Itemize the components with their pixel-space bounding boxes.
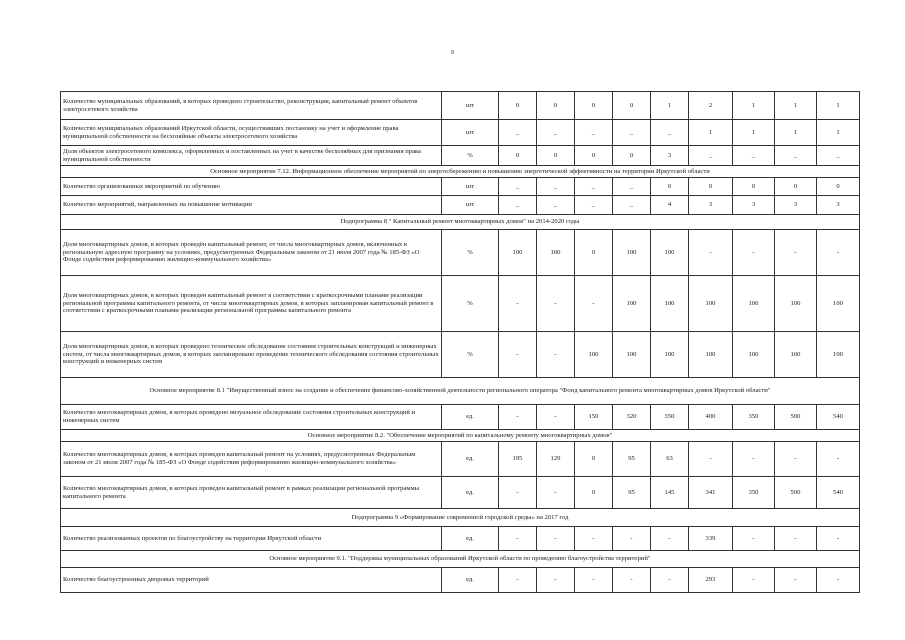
value-cell: 3: [651, 146, 689, 166]
value-cell: -: [575, 276, 613, 332]
value-cell: 1: [689, 120, 733, 146]
value-cell: -: [499, 276, 537, 332]
value-cell: _: [499, 178, 537, 196]
value-cell: _: [575, 196, 613, 215]
unit-cell: шт: [442, 178, 499, 196]
unit-cell: шт: [442, 120, 499, 146]
value-cell: 350: [651, 405, 689, 430]
table-row: [61, 405, 860, 430]
value-cell: _: [537, 120, 575, 146]
value-cell: 1: [733, 92, 775, 120]
indicator-name: Количество многоквартирных домов, в которых проведен капитальный ремонт на условиях, предусмотренных Федеральным законом от 21 июля 2007 года № 185-ФЗ «О Фонде содействия реформированию жилищно-коммунального хозяйства»: [61, 442, 442, 477]
value-cell: 540: [817, 405, 860, 430]
value-cell: 0: [499, 92, 537, 120]
table-row: [61, 120, 860, 146]
value-cell: _: [537, 196, 575, 215]
indicator-name: Количество мероприятий, направленных на повышение мотивации: [61, 196, 442, 215]
value-cell: -: [499, 568, 537, 593]
value-cell: 0: [613, 92, 651, 120]
value-cell: 500: [775, 405, 817, 430]
table-row: [61, 196, 860, 215]
value-cell: 100: [651, 230, 689, 276]
value-cell: 63: [651, 442, 689, 477]
value-cell: 1: [817, 120, 860, 146]
value-cell: 129: [537, 442, 575, 477]
value-cell: 0: [575, 442, 613, 477]
value-cell: -: [537, 477, 575, 509]
value-cell: 100: [817, 276, 860, 332]
table-row: [61, 527, 860, 551]
indicator-name: Доля многоквартирных домов, в которых проведено техническое обследование состояния строительных конструкций и инженерных систем, от числа многоквартирных домов, в которых запланировано проведение технического обследования состояния строительных конструкций и инженерных систем: [61, 332, 442, 378]
value-cell: 540: [817, 477, 860, 509]
value-cell: 100: [613, 276, 651, 332]
value-cell: 95: [613, 442, 651, 477]
unit-cell: ед.: [442, 477, 499, 509]
value-cell: 320: [613, 405, 651, 430]
value-cell: 100: [537, 230, 575, 276]
value-cell: _: [613, 196, 651, 215]
section-row: [61, 509, 860, 527]
value-cell: -: [817, 527, 860, 551]
value-cell: 3: [817, 196, 860, 215]
value-cell: _: [733, 146, 775, 166]
unit-cell: %: [442, 146, 499, 166]
table-row: [61, 477, 860, 509]
value-cell: 100: [689, 332, 733, 378]
value-cell: 3: [733, 196, 775, 215]
value-cell: 100: [733, 332, 775, 378]
value-cell: -: [537, 568, 575, 593]
section-row: [61, 215, 860, 230]
page-number: 9: [451, 50, 454, 56]
value-cell: -: [537, 405, 575, 430]
value-cell: 100: [689, 276, 733, 332]
value-cell: 3: [775, 196, 817, 215]
value-cell: -: [733, 527, 775, 551]
unit-cell: %: [442, 230, 499, 276]
value-cell: -: [817, 442, 860, 477]
value-cell: 400: [689, 405, 733, 430]
value-cell: 0: [575, 477, 613, 509]
value-cell: 100: [651, 332, 689, 378]
indicator-name: Количество многоквартирных домов, в которых проведен капитальный ремонт в рамках реализации региональной программы капитального ремонта: [61, 477, 442, 509]
unit-cell: ед.: [442, 405, 499, 430]
table-row: [61, 332, 860, 378]
value-cell: 1: [775, 92, 817, 120]
indicator-name: Количество благоустроенных дворовых территорий: [61, 568, 442, 593]
value-cell: 2: [689, 92, 733, 120]
value-cell: -: [499, 405, 537, 430]
section-title: Подпрограмма 8 " Капитальный ремонт многоквартирных домов" на 2014-2020 годы: [61, 215, 860, 230]
value-cell: 1: [817, 92, 860, 120]
value-cell: 0: [537, 92, 575, 120]
section-title: Основное мероприятие 7.12. Информационное обеспечение мероприятий по энергосбережению и повышению энергетической эффективности на территории Иркутской области: [61, 166, 860, 178]
value-cell: 1: [651, 92, 689, 120]
value-cell: 100: [775, 276, 817, 332]
section-row: [61, 166, 860, 178]
value-cell: 293: [689, 568, 733, 593]
value-cell: 0: [817, 178, 860, 196]
value-cell: 150: [575, 405, 613, 430]
value-cell: 100: [775, 332, 817, 378]
unit-cell: ед.: [442, 442, 499, 477]
value-cell: -: [499, 477, 537, 509]
table-row: [61, 230, 860, 276]
indicator-name: Количество муниципальных образований, в которых проведено строительство, реконструкция, капитальный ремонт объектов электросетевого хозяйства: [61, 92, 442, 120]
unit-cell: ед.: [442, 527, 499, 551]
value-cell: -: [775, 527, 817, 551]
table-row: [61, 442, 860, 477]
value-cell: 100: [651, 276, 689, 332]
value-cell: 1: [733, 120, 775, 146]
value-cell: -: [733, 230, 775, 276]
table-row: [61, 178, 860, 196]
indicator-name: Доля многоквартирных домов, в которых проведён капитальный ремонт, от числа многоквартирных домов, включенных в региональную адресную программу на условиях, предусмотренных Федеральным законом от 21 июля 2007 года № 185-ФЗ «О Фонде содействия реформированию жилищно-коммунального хозяйства»: [61, 230, 442, 276]
value-cell: 0: [733, 178, 775, 196]
section-row: [61, 378, 860, 405]
value-cell: -: [817, 568, 860, 593]
value-cell: 100: [817, 332, 860, 378]
value-cell: 195: [499, 442, 537, 477]
value-cell: -: [689, 230, 733, 276]
value-cell: _: [575, 178, 613, 196]
value-cell: -: [537, 527, 575, 551]
value-cell: -: [499, 527, 537, 551]
value-cell: 500: [775, 477, 817, 509]
value-cell: -: [733, 568, 775, 593]
value-cell: -: [537, 276, 575, 332]
value-cell: 0: [499, 146, 537, 166]
value-cell: 0: [613, 146, 651, 166]
unit-cell: ед.: [442, 568, 499, 593]
value-cell: -: [613, 527, 651, 551]
indicator-name: Количество реализованных проектов по благоустройству на территории Иркутской области: [61, 527, 442, 551]
section-row: [61, 551, 860, 568]
value-cell: 0: [575, 230, 613, 276]
value-cell: 0: [575, 92, 613, 120]
value-cell: 100: [613, 230, 651, 276]
value-cell: -: [775, 568, 817, 593]
value-cell: _: [651, 120, 689, 146]
indicator-name: Количество многоквартирных домов, в которых проведено визуальное обследование состояния строительных конструкций и инженерных систем: [61, 405, 442, 430]
value-cell: _: [575, 120, 613, 146]
value-cell: _: [499, 120, 537, 146]
value-cell: -: [575, 568, 613, 593]
indicator-name: Количество организованных мероприятий по обучению: [61, 178, 442, 196]
value-cell: _: [689, 146, 733, 166]
value-cell: 341: [689, 477, 733, 509]
value-cell: 0: [775, 178, 817, 196]
value-cell: -: [651, 527, 689, 551]
value-cell: -: [537, 332, 575, 378]
value-cell: -: [575, 527, 613, 551]
value-cell: -: [733, 442, 775, 477]
section-title: Основное мероприятие 8.2. "Обеспечение мероприятий по капитальному ремонту многоквартирных домов": [61, 430, 860, 442]
value-cell: 100: [613, 332, 651, 378]
section-row: [61, 430, 860, 442]
value-cell: -: [775, 442, 817, 477]
value-cell: -: [613, 568, 651, 593]
value-cell: 0: [537, 146, 575, 166]
value-cell: _: [613, 120, 651, 146]
unit-cell: шт: [442, 92, 499, 120]
value-cell: 100: [499, 230, 537, 276]
section-title: Основное мероприятие 8.1 "Имущественный взнос на создание и обеспечение финансово-хозяйственной деятельности регионального оператора "Фонд капитального ремонта многоквартирных домов Иркутской области": [61, 378, 860, 405]
value-cell: 100: [733, 276, 775, 332]
value-cell: 4: [651, 196, 689, 215]
value-cell: -: [499, 332, 537, 378]
indicator-name: Доля многоквартирных домов, в которых проведен капитальный ремонт в соответствии с краткосрочными планами реализации региональной программы капитального ремонта, от числа многоквартирных домов, в которых запланирован капитальный ремонт в соответствии с краткосрочными планами реализации региональной программы капитального ремонта: [61, 276, 442, 332]
unit-cell: шт: [442, 196, 499, 215]
indicator-name: Доля объектов электросетевого комплекса, оформленных и поставленных на учет в качестве бесхозяйных для признания права муниципальной собственности: [61, 146, 442, 166]
unit-cell: %: [442, 276, 499, 332]
table-row: [61, 276, 860, 332]
value-cell: 0: [651, 178, 689, 196]
value-cell: 100: [575, 332, 613, 378]
value-cell: 339: [689, 527, 733, 551]
value-cell: -: [651, 568, 689, 593]
value-cell: -: [775, 230, 817, 276]
section-title: Основное мероприятие 9.1. "Поддержка муниципальных образований Иркутской области по проведению благоустройства территорий": [61, 551, 860, 568]
value-cell: _: [613, 178, 651, 196]
value-cell: 0: [689, 178, 733, 196]
value-cell: _: [537, 178, 575, 196]
value-cell: 145: [651, 477, 689, 509]
value-cell: _: [499, 196, 537, 215]
indicators-table: [60, 91, 860, 593]
table-row: [61, 92, 860, 120]
value-cell: -: [817, 230, 860, 276]
value-cell: _: [817, 146, 860, 166]
value-cell: 350: [733, 405, 775, 430]
table-row: [61, 568, 860, 593]
value-cell: 95: [613, 477, 651, 509]
value-cell: 1: [775, 120, 817, 146]
value-cell: -: [689, 442, 733, 477]
value-cell: 350: [733, 477, 775, 509]
unit-cell: %: [442, 332, 499, 378]
table-row: [61, 146, 860, 166]
value-cell: 3: [689, 196, 733, 215]
value-cell: _: [775, 146, 817, 166]
indicator-name: Количество муниципальных образований Иркутской области, осуществивших постановку на учет и оформление права муниципальной собственности на бесхозяйные объекты электросетевого хозяйства: [61, 120, 442, 146]
value-cell: 0: [575, 146, 613, 166]
section-title: Подпрограмма 9 «Формирование современной городской среды» на 2017 год: [61, 509, 860, 527]
